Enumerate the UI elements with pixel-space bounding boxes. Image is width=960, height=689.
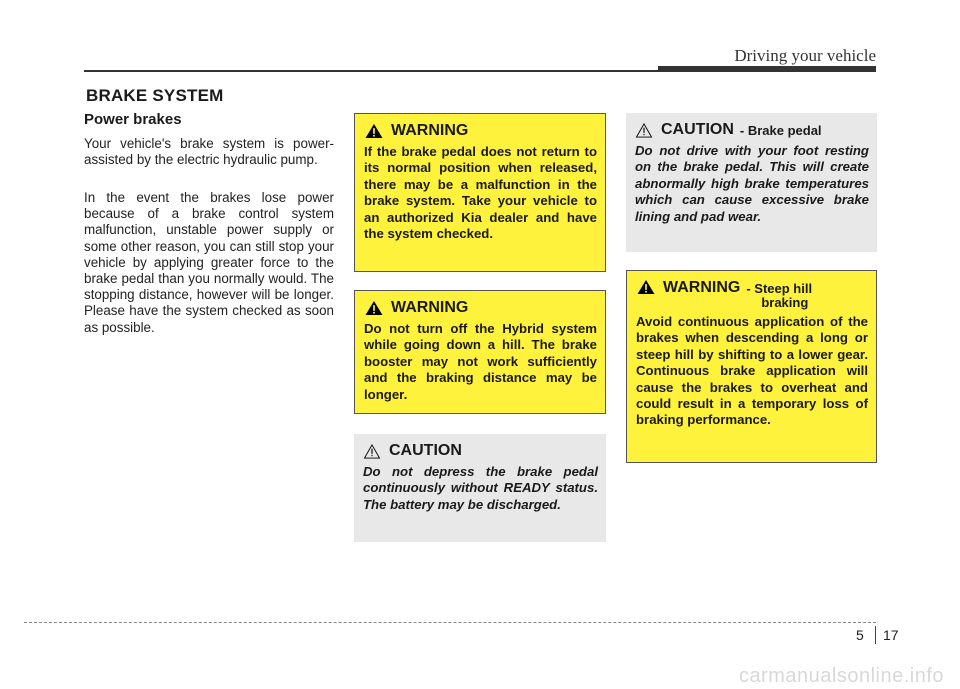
warning-triangle-icon (364, 300, 384, 316)
warning-sublabel (746, 282, 812, 310)
page-number-separator (875, 626, 876, 644)
caution-triangle-icon (635, 123, 653, 138)
watermark: carmanualsonline.info (738, 665, 944, 687)
warning-box-steep-hill-braking (626, 270, 877, 463)
warning-label: WARNING (391, 122, 469, 139)
caution-text: Do not depress the brake pedal continuously without READY status. The battery may be discharged. (363, 464, 598, 512)
caution-label: CAUTION (389, 442, 462, 459)
warning-text: Avoid continuous application of the brakes when descending a long or steep hill by shifting to a lower gear. Continuous brake application will cause the brakes to overheat and could result in a temporary loss of braking performance. (636, 314, 868, 428)
header-rule-accent (658, 66, 876, 72)
warning-sublabel-line-1: - Steep hill (746, 281, 813, 296)
caution-label: CAUTION (661, 121, 734, 138)
section-title: BRAKE SYSTEM (86, 86, 224, 105)
warning-box-hybrid-downhill (354, 290, 606, 414)
chapter-number: 5 (856, 627, 864, 643)
warning-heading (636, 279, 868, 310)
warning-box-brake-pedal-return (354, 113, 606, 272)
caution-box-ready-status (354, 434, 606, 542)
page-number: 17 (883, 627, 899, 643)
footer-rule (24, 622, 876, 623)
caution-triangle-icon (363, 444, 381, 459)
warning-text: If the brake pedal does not return to its normal position when released, there may be a malfunction in the brake system. Take your vehicle to an authorized Kia dealer and have the system checked. (364, 144, 597, 242)
caution-heading (635, 121, 869, 139)
warning-label: WARNING (391, 299, 469, 316)
warning-sublabel-line-2: braking (761, 295, 809, 310)
power-brakes-para-1: Your vehicle's brake system is power-assisted by the electric hydraulic pump. (84, 136, 334, 168)
warning-label: WARNING (663, 279, 741, 296)
caution-sublabel: - Brake pedal (739, 122, 822, 138)
caution-text: Do not drive with your foot resting on the brake pedal. This will create abnormally high brake temperatures which can cause excessive brake lining and pad wear. (635, 143, 869, 224)
warning-heading (364, 299, 597, 317)
warning-heading (364, 122, 597, 140)
warning-triangle-icon (364, 123, 384, 139)
warning-triangle-icon (636, 279, 656, 295)
caution-heading (363, 442, 598, 460)
warning-text: Do not turn off the Hybrid system while going down a hill. The brake booster may not work sufficiently and the braking distance may be longer. (364, 321, 597, 402)
power-brakes-para-2: In the event the brakes lose power because of a brake control system malfunction, unstable power supply or some other reason, you can still stop your vehicle by applying greater force to the brake pedal than you normally would. The stopping distance, however will be longer. Please have the system checked as soon as possible. (84, 190, 334, 335)
caution-box-brake-pedal (626, 113, 877, 252)
power-brakes-title: Power brakes (84, 111, 182, 128)
header-title: Driving your vehicle (734, 46, 876, 65)
